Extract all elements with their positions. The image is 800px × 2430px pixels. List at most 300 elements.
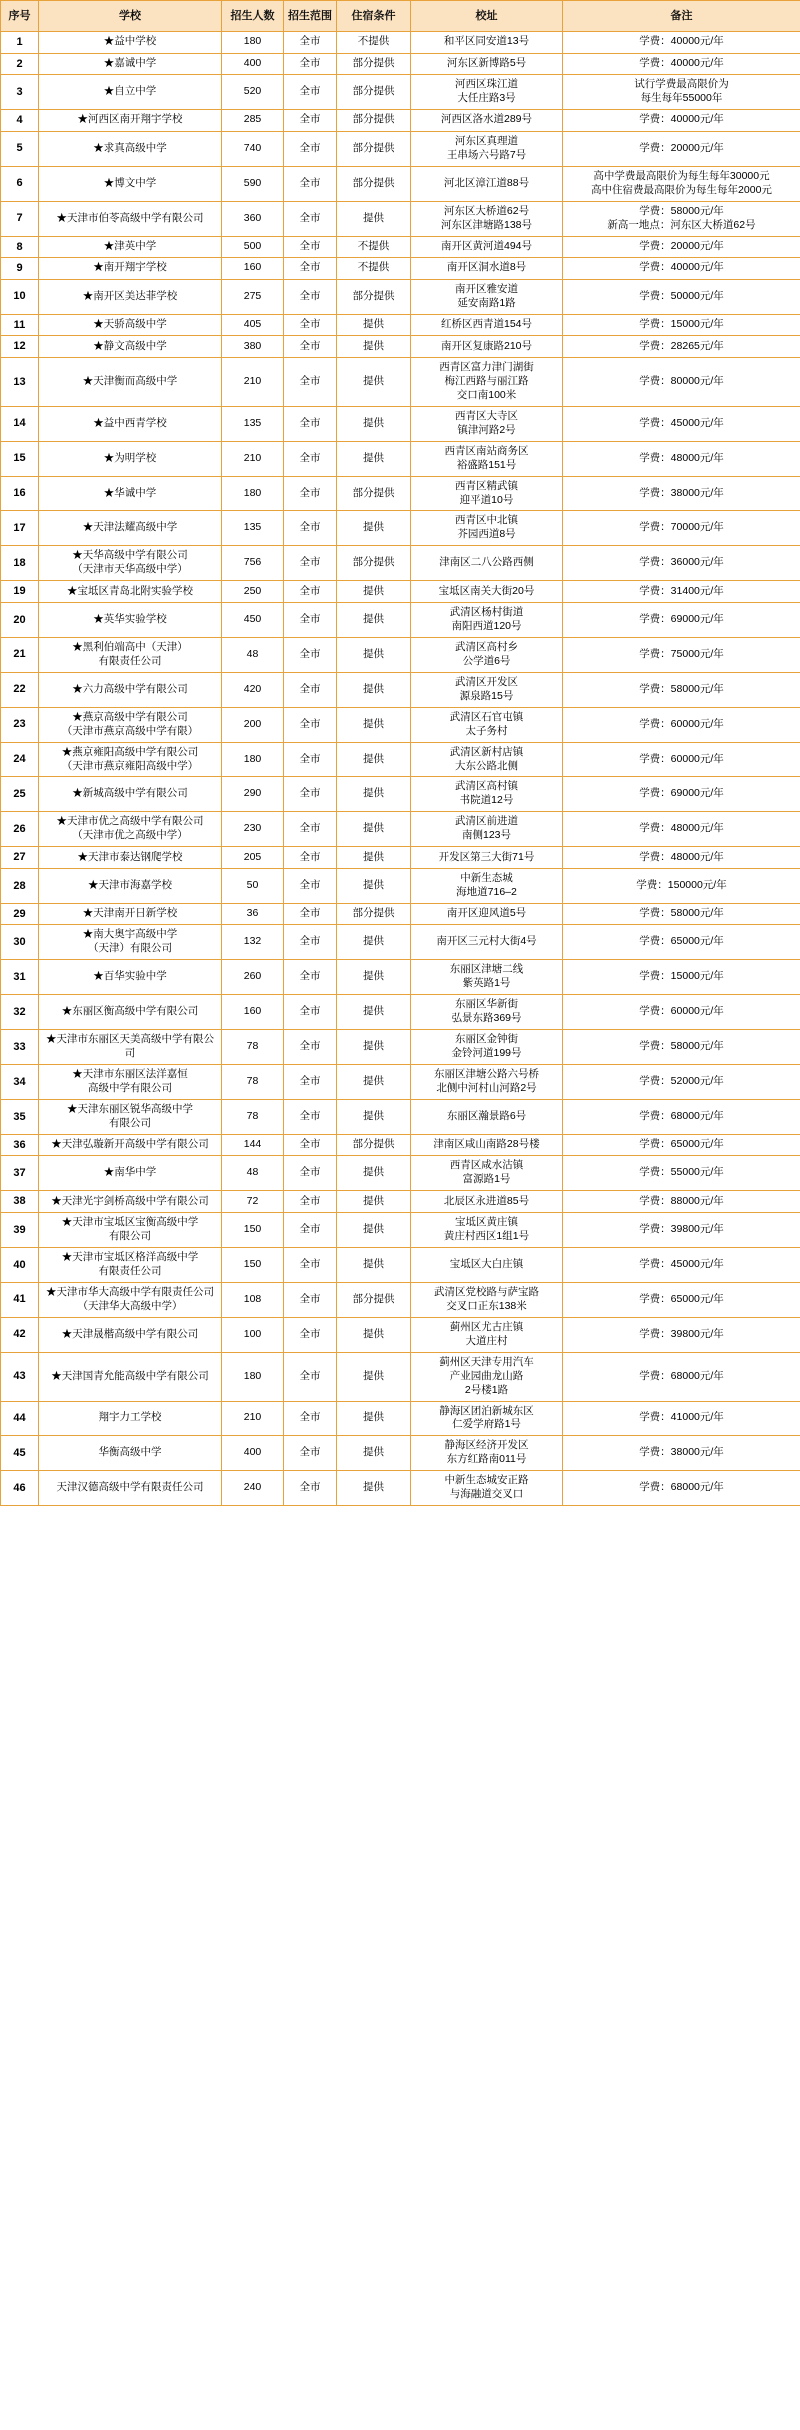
cell-dorm: 部分提供 — [337, 279, 411, 314]
cell-school-name: ★天津市伯苓高级中学有限公司 — [39, 201, 222, 236]
cell-scope: 全市 — [284, 707, 337, 742]
cell-index: 19 — [1, 581, 39, 603]
cell-address: 东丽区津塘公路六号桥 北侧中河村山河路2号 — [411, 1065, 563, 1100]
cell-school-name: ★宝坻区青岛北附实验学校 — [39, 581, 222, 603]
cell-count: 78 — [222, 1065, 284, 1100]
cell-address: 武清区党校路与萨宝路 交叉口正东138米 — [411, 1282, 563, 1317]
cell-count: 210 — [222, 1401, 284, 1436]
cell-scope: 全市 — [284, 279, 337, 314]
table-row — [1, 406, 800, 441]
cell-dorm: 不提供 — [337, 32, 411, 54]
cell-dorm: 提供 — [337, 707, 411, 742]
cell-note: 学费：58000元/年 — [563, 1030, 800, 1065]
cell-school-name: ★天津市东丽区法洋嘉恒 高级中学有限公司 — [39, 1065, 222, 1100]
cell-index: 29 — [1, 903, 39, 925]
cell-school-name: ★天津市泰达钢爬学校 — [39, 847, 222, 869]
cell-count: 230 — [222, 812, 284, 847]
cell-dorm: 不提供 — [337, 236, 411, 258]
cell-note: 学费：48000元/年 — [563, 812, 800, 847]
cell-index: 38 — [1, 1191, 39, 1213]
cell-school-name: ★燕京雍阳高级中学有限公司 （天津市燕京雍阳高级中学） — [39, 742, 222, 777]
cell-count: 100 — [222, 1317, 284, 1352]
cell-count: 48 — [222, 1156, 284, 1191]
cell-scope: 全市 — [284, 314, 337, 336]
cell-school-name: ★南华中学 — [39, 1156, 222, 1191]
table-row — [1, 1156, 800, 1191]
cell-dorm: 提供 — [337, 511, 411, 546]
cell-dorm: 提供 — [337, 336, 411, 358]
cell-dorm: 部分提供 — [337, 75, 411, 110]
cell-note: 学费：28265元/年 — [563, 336, 800, 358]
cell-school-name: ★燕京高级中学有限公司 （天津市燕京高级中学有限） — [39, 707, 222, 742]
table-row — [1, 1317, 800, 1352]
cell-address: 开发区第三大街71号 — [411, 847, 563, 869]
cell-count: 205 — [222, 847, 284, 869]
cell-address: 东丽区瀚景路6号 — [411, 1099, 563, 1134]
cell-dorm: 部分提供 — [337, 110, 411, 132]
table-row — [1, 1282, 800, 1317]
cell-scope: 全市 — [284, 53, 337, 75]
cell-address: 武清区高村乡 公学道6号 — [411, 637, 563, 672]
table-row — [1, 1099, 800, 1134]
cell-index: 24 — [1, 742, 39, 777]
cell-address: 西青区中北镇 芥园西道8号 — [411, 511, 563, 546]
table-row — [1, 546, 800, 581]
cell-dorm: 部分提供 — [337, 1134, 411, 1156]
cell-scope: 全市 — [284, 847, 337, 869]
table-row — [1, 476, 800, 511]
cell-index: 2 — [1, 53, 39, 75]
column-header-address: 校址 — [411, 1, 563, 32]
cell-school-name: ★天津市宝坻区宝衡高级中学 有限公司 — [39, 1213, 222, 1248]
cell-scope: 全市 — [284, 1213, 337, 1248]
table-row — [1, 32, 800, 54]
cell-school-name: 华衡高级中学 — [39, 1436, 222, 1471]
cell-note: 学费：38000元/年 — [563, 476, 800, 511]
cell-count: 240 — [222, 1471, 284, 1506]
cell-dorm: 提供 — [337, 1352, 411, 1401]
cell-school-name: ★天津市宝坻区格洋高级中学 有限责任公司 — [39, 1247, 222, 1282]
cell-address: 武清区新村店镇 大东公路北侧 — [411, 742, 563, 777]
cell-index: 34 — [1, 1065, 39, 1100]
cell-dorm: 提供 — [337, 1065, 411, 1100]
cell-scope: 全市 — [284, 1247, 337, 1282]
cell-scope: 全市 — [284, 336, 337, 358]
cell-school-name: ★天津法耀高级中学 — [39, 511, 222, 546]
cell-address: 南开区三元村大街4号 — [411, 925, 563, 960]
cell-count: 250 — [222, 581, 284, 603]
cell-index: 43 — [1, 1352, 39, 1401]
cell-note: 学费：45000元/年 — [563, 406, 800, 441]
cell-dorm: 提供 — [337, 314, 411, 336]
cell-dorm: 提供 — [337, 602, 411, 637]
cell-index: 25 — [1, 777, 39, 812]
cell-scope: 全市 — [284, 1156, 337, 1191]
cell-address: 宝坻区南关大街20号 — [411, 581, 563, 603]
cell-scope: 全市 — [284, 995, 337, 1030]
cell-count: 210 — [222, 357, 284, 406]
cell-index: 27 — [1, 847, 39, 869]
table-row — [1, 258, 800, 280]
table-row — [1, 1247, 800, 1282]
cell-note: 学费：68000元/年 — [563, 1471, 800, 1506]
cell-dorm: 提供 — [337, 1213, 411, 1248]
cell-index: 33 — [1, 1030, 39, 1065]
cell-count: 72 — [222, 1191, 284, 1213]
cell-note: 学费：40000元/年 — [563, 53, 800, 75]
cell-dorm: 提供 — [337, 1030, 411, 1065]
cell-dorm: 部分提供 — [337, 166, 411, 201]
cell-note: 学费：39800元/年 — [563, 1213, 800, 1248]
cell-note: 学费：15000元/年 — [563, 314, 800, 336]
cell-index: 32 — [1, 995, 39, 1030]
cell-school-name: ★百华实验中学 — [39, 960, 222, 995]
cell-scope: 全市 — [284, 357, 337, 406]
cell-note: 学费：38000元/年 — [563, 1436, 800, 1471]
cell-school-name: ★新城高级中学有限公司 — [39, 777, 222, 812]
cell-dorm: 部分提供 — [337, 476, 411, 511]
table-row — [1, 511, 800, 546]
cell-index: 46 — [1, 1471, 39, 1506]
cell-count: 160 — [222, 995, 284, 1030]
cell-scope: 全市 — [284, 925, 337, 960]
cell-count: 36 — [222, 903, 284, 925]
table-row — [1, 1134, 800, 1156]
cell-dorm: 提供 — [337, 201, 411, 236]
table-row — [1, 995, 800, 1030]
cell-index: 18 — [1, 546, 39, 581]
cell-index: 12 — [1, 336, 39, 358]
cell-address: 南开区黄河道494号 — [411, 236, 563, 258]
cell-school-name: ★天津光宇剑桥高级中学有限公司 — [39, 1191, 222, 1213]
cell-note: 试行学费最高限价为 每生每年55000年 — [563, 75, 800, 110]
cell-index: 8 — [1, 236, 39, 258]
cell-school-name: ★东丽区衡高级中学有限公司 — [39, 995, 222, 1030]
cell-school-name: ★嘉诚中学 — [39, 53, 222, 75]
cell-school-name: ★自立中学 — [39, 75, 222, 110]
table-row — [1, 707, 800, 742]
table-row — [1, 166, 800, 201]
cell-scope: 全市 — [284, 258, 337, 280]
cell-count: 740 — [222, 131, 284, 166]
cell-address: 西青区精武镇 迎平道10号 — [411, 476, 563, 511]
cell-scope: 全市 — [284, 672, 337, 707]
cell-address: 中新生态城安正路 与海融道交叉口 — [411, 1471, 563, 1506]
cell-school-name: ★天津东丽区锐华高级中学 有限公司 — [39, 1099, 222, 1134]
cell-school-name: ★天津市优之高级中学有限公司 （天津市优之高级中学） — [39, 812, 222, 847]
cell-note: 学费：55000元/年 — [563, 1156, 800, 1191]
cell-note: 学费：52000元/年 — [563, 1065, 800, 1100]
cell-address: 南开区复康路210号 — [411, 336, 563, 358]
cell-school-name: ★天骄高级中学 — [39, 314, 222, 336]
cell-school-name: ★天津市东丽区天美高级中学有限公司 — [39, 1030, 222, 1065]
cell-address: 静海区经济开发区 东方红路南011号 — [411, 1436, 563, 1471]
cell-address: 武清区高村镇 书院道12号 — [411, 777, 563, 812]
cell-note: 学费：36000元/年 — [563, 546, 800, 581]
cell-school-name: ★南开翔宇学校 — [39, 258, 222, 280]
cell-address: 北辰区永进道85号 — [411, 1191, 563, 1213]
cell-index: 15 — [1, 441, 39, 476]
table-row — [1, 581, 800, 603]
cell-count: 144 — [222, 1134, 284, 1156]
cell-dorm: 提供 — [337, 1317, 411, 1352]
cell-scope: 全市 — [284, 476, 337, 511]
table-row — [1, 1401, 800, 1436]
cell-note: 学费：48000元/年 — [563, 441, 800, 476]
cell-address: 河东区新博路5号 — [411, 53, 563, 75]
cell-count: 360 — [222, 201, 284, 236]
cell-school-name: ★天津衡而高级中学 — [39, 357, 222, 406]
cell-scope: 全市 — [284, 75, 337, 110]
cell-count: 132 — [222, 925, 284, 960]
cell-count: 285 — [222, 110, 284, 132]
cell-dorm: 提供 — [337, 1156, 411, 1191]
cell-dorm: 提供 — [337, 406, 411, 441]
cell-index: 16 — [1, 476, 39, 511]
cell-dorm: 部分提供 — [337, 1282, 411, 1317]
cell-school-name: ★南开区美达菲学校 — [39, 279, 222, 314]
cell-note: 学费：60000元/年 — [563, 742, 800, 777]
cell-note: 学费：80000元/年 — [563, 357, 800, 406]
cell-note: 学费：31400元/年 — [563, 581, 800, 603]
cell-index: 13 — [1, 357, 39, 406]
table-header-row — [1, 1, 800, 32]
cell-address: 东丽区华新街 弘景东路369号 — [411, 995, 563, 1030]
cell-address: 宝坻区黄庄镇 黄庄村西区1组1号 — [411, 1213, 563, 1248]
cell-index: 7 — [1, 201, 39, 236]
cell-scope: 全市 — [284, 602, 337, 637]
cell-count: 450 — [222, 602, 284, 637]
cell-index: 45 — [1, 1436, 39, 1471]
cell-address: 津南区咸山南路28号楼 — [411, 1134, 563, 1156]
cell-index: 20 — [1, 602, 39, 637]
cell-school-name: ★南大奥宇高级中学 （天津）有限公司 — [39, 925, 222, 960]
cell-count: 50 — [222, 868, 284, 903]
cell-school-name: ★天津弘璇新开高级中学有限公司 — [39, 1134, 222, 1156]
cell-dorm: 提供 — [337, 812, 411, 847]
cell-note: 学费：40000元/年 — [563, 110, 800, 132]
cell-index: 11 — [1, 314, 39, 336]
cell-dorm: 部分提供 — [337, 903, 411, 925]
cell-index: 22 — [1, 672, 39, 707]
cell-address: 蓟州区天津专用汽车 产业园曲龙山路 2号楼1路 — [411, 1352, 563, 1401]
cell-index: 23 — [1, 707, 39, 742]
cell-address: 武清区开发区 源泉路15号 — [411, 672, 563, 707]
cell-scope: 全市 — [284, 868, 337, 903]
cell-scope: 全市 — [284, 812, 337, 847]
cell-address: 河西区珠江道 大任庄路3号 — [411, 75, 563, 110]
cell-school-name: ★天津国青允能高级中学有限公司 — [39, 1352, 222, 1401]
cell-scope: 全市 — [284, 110, 337, 132]
cell-index: 42 — [1, 1317, 39, 1352]
cell-count: 180 — [222, 32, 284, 54]
cell-scope: 全市 — [284, 960, 337, 995]
cell-note: 学费：65000元/年 — [563, 1282, 800, 1317]
cell-school-name: ★津英中学 — [39, 236, 222, 258]
cell-scope: 全市 — [284, 1401, 337, 1436]
cell-count: 135 — [222, 406, 284, 441]
cell-index: 41 — [1, 1282, 39, 1317]
cell-school-name: ★益中学校 — [39, 32, 222, 54]
cell-count: 260 — [222, 960, 284, 995]
cell-note: 学费：69000元/年 — [563, 777, 800, 812]
cell-count: 275 — [222, 279, 284, 314]
cell-index: 6 — [1, 166, 39, 201]
cell-note: 学费：68000元/年 — [563, 1352, 800, 1401]
cell-address: 西青区富力津门湖街 梅江西路与丽江路 交口南100米 — [411, 357, 563, 406]
cell-address: 东丽区金钟街 金铃河道199号 — [411, 1030, 563, 1065]
cell-scope: 全市 — [284, 1030, 337, 1065]
table-row — [1, 279, 800, 314]
cell-address: 武清区前进道 南侧123号 — [411, 812, 563, 847]
cell-dorm: 部分提供 — [337, 131, 411, 166]
cell-scope: 全市 — [284, 1134, 337, 1156]
cell-index: 40 — [1, 1247, 39, 1282]
cell-count: 590 — [222, 166, 284, 201]
cell-index: 44 — [1, 1401, 39, 1436]
cell-dorm: 提供 — [337, 847, 411, 869]
cell-count: 400 — [222, 1436, 284, 1471]
cell-index: 10 — [1, 279, 39, 314]
cell-school-name: 天津汉德高级中学有限责任公司 — [39, 1471, 222, 1506]
table-row — [1, 201, 800, 236]
cell-count: 200 — [222, 707, 284, 742]
table-row — [1, 602, 800, 637]
cell-school-name: ★天津晟楷高级中学有限公司 — [39, 1317, 222, 1352]
cell-school-name: ★华诚中学 — [39, 476, 222, 511]
cell-count: 160 — [222, 258, 284, 280]
cell-address: 南开区洞水道8号 — [411, 258, 563, 280]
column-header-scope: 招生范围 — [284, 1, 337, 32]
column-header-note: 备注 — [563, 1, 800, 32]
table-row — [1, 1213, 800, 1248]
cell-dorm: 提供 — [337, 672, 411, 707]
cell-address: 西青区大寺区 镇津河路2号 — [411, 406, 563, 441]
cell-index: 21 — [1, 637, 39, 672]
cell-address: 武清区石官屯镇 太子务村 — [411, 707, 563, 742]
cell-dorm: 提供 — [337, 925, 411, 960]
cell-address: 西青区南站商务区 裕盛路151号 — [411, 441, 563, 476]
cell-note: 学费：39800元/年 — [563, 1317, 800, 1352]
cell-note: 学费：60000元/年 — [563, 707, 800, 742]
cell-count: 520 — [222, 75, 284, 110]
cell-school-name: ★求真高级中学 — [39, 131, 222, 166]
cell-index: 31 — [1, 960, 39, 995]
cell-school-name: 翔宇力工学校 — [39, 1401, 222, 1436]
table-row — [1, 637, 800, 672]
cell-count: 405 — [222, 314, 284, 336]
cell-dorm: 提供 — [337, 1191, 411, 1213]
column-header-index: 序号 — [1, 1, 39, 32]
table-row — [1, 75, 800, 110]
table-row — [1, 1352, 800, 1401]
cell-scope: 全市 — [284, 1317, 337, 1352]
cell-dorm: 提供 — [337, 1401, 411, 1436]
cell-note: 学费：65000元/年 — [563, 925, 800, 960]
cell-dorm: 提供 — [337, 441, 411, 476]
cell-note: 学费：48000元/年 — [563, 847, 800, 869]
cell-scope: 全市 — [284, 1471, 337, 1506]
cell-count: 150 — [222, 1213, 284, 1248]
cell-count: 48 — [222, 637, 284, 672]
cell-index: 9 — [1, 258, 39, 280]
table-row — [1, 1191, 800, 1213]
cell-count: 380 — [222, 336, 284, 358]
table-row — [1, 777, 800, 812]
cell-address: 河东区大桥道62号 河东区津塘路138号 — [411, 201, 563, 236]
cell-scope: 全市 — [284, 1352, 337, 1401]
cell-index: 4 — [1, 110, 39, 132]
cell-index: 39 — [1, 1213, 39, 1248]
cell-count: 180 — [222, 742, 284, 777]
table-row — [1, 868, 800, 903]
cell-school-name: ★为明学校 — [39, 441, 222, 476]
cell-dorm: 提供 — [337, 581, 411, 603]
cell-count: 180 — [222, 1352, 284, 1401]
cell-note: 学费：68000元/年 — [563, 1099, 800, 1134]
table-header — [1, 1, 800, 32]
cell-dorm: 部分提供 — [337, 53, 411, 75]
cell-scope: 全市 — [284, 201, 337, 236]
cell-scope: 全市 — [284, 406, 337, 441]
cell-note: 学费：41000元/年 — [563, 1401, 800, 1436]
cell-note: 学费：75000元/年 — [563, 637, 800, 672]
cell-note: 学费：20000元/年 — [563, 131, 800, 166]
cell-dorm: 提供 — [337, 1099, 411, 1134]
table-row — [1, 336, 800, 358]
cell-address: 红桥区西青道154号 — [411, 314, 563, 336]
cell-count: 135 — [222, 511, 284, 546]
cell-address: 宝坻区大白庄镇 — [411, 1247, 563, 1282]
table-row — [1, 236, 800, 258]
cell-address: 和平区同安道13号 — [411, 32, 563, 54]
cell-school-name: ★天津市华大高级中学有限责任公司 （天津华大高级中学） — [39, 1282, 222, 1317]
cell-school-name: ★博文中学 — [39, 166, 222, 201]
cell-note: 高中学费最高限价为每生每年30000元 高中住宿费最高限价为每生每年2000元 — [563, 166, 800, 201]
cell-scope: 全市 — [284, 236, 337, 258]
column-header-dorm: 住宿条件 — [337, 1, 411, 32]
cell-count: 400 — [222, 53, 284, 75]
cell-school-name: ★六力高级中学有限公司 — [39, 672, 222, 707]
cell-dorm: 提供 — [337, 777, 411, 812]
cell-index: 1 — [1, 32, 39, 54]
cell-note: 学费：58000元/年 — [563, 672, 800, 707]
table-row — [1, 812, 800, 847]
cell-note: 学费：60000元/年 — [563, 995, 800, 1030]
cell-scope: 全市 — [284, 1065, 337, 1100]
cell-school-name: ★天津南开日新学校 — [39, 903, 222, 925]
cell-index: 37 — [1, 1156, 39, 1191]
cell-dorm: 提供 — [337, 1247, 411, 1282]
table-body — [1, 32, 800, 1506]
cell-school-name: ★黑利伯端高中（天津） 有限责任公司 — [39, 637, 222, 672]
cell-address: 河西区洛水道289号 — [411, 110, 563, 132]
cell-school-name: ★天津市海嘉学校 — [39, 868, 222, 903]
column-header-school: 学校 — [39, 1, 222, 32]
table-row — [1, 742, 800, 777]
cell-note: 学费：69000元/年 — [563, 602, 800, 637]
cell-note: 学费：20000元/年 — [563, 236, 800, 258]
table-row — [1, 1030, 800, 1065]
cell-note: 学费：65000元/年 — [563, 1134, 800, 1156]
cell-count: 78 — [222, 1099, 284, 1134]
table-row — [1, 110, 800, 132]
cell-address: 中新生态城 海地道716–2 — [411, 868, 563, 903]
cell-count: 108 — [222, 1282, 284, 1317]
cell-school-name: ★静文高级中学 — [39, 336, 222, 358]
cell-count: 180 — [222, 476, 284, 511]
cell-school-name: ★益中西青学校 — [39, 406, 222, 441]
